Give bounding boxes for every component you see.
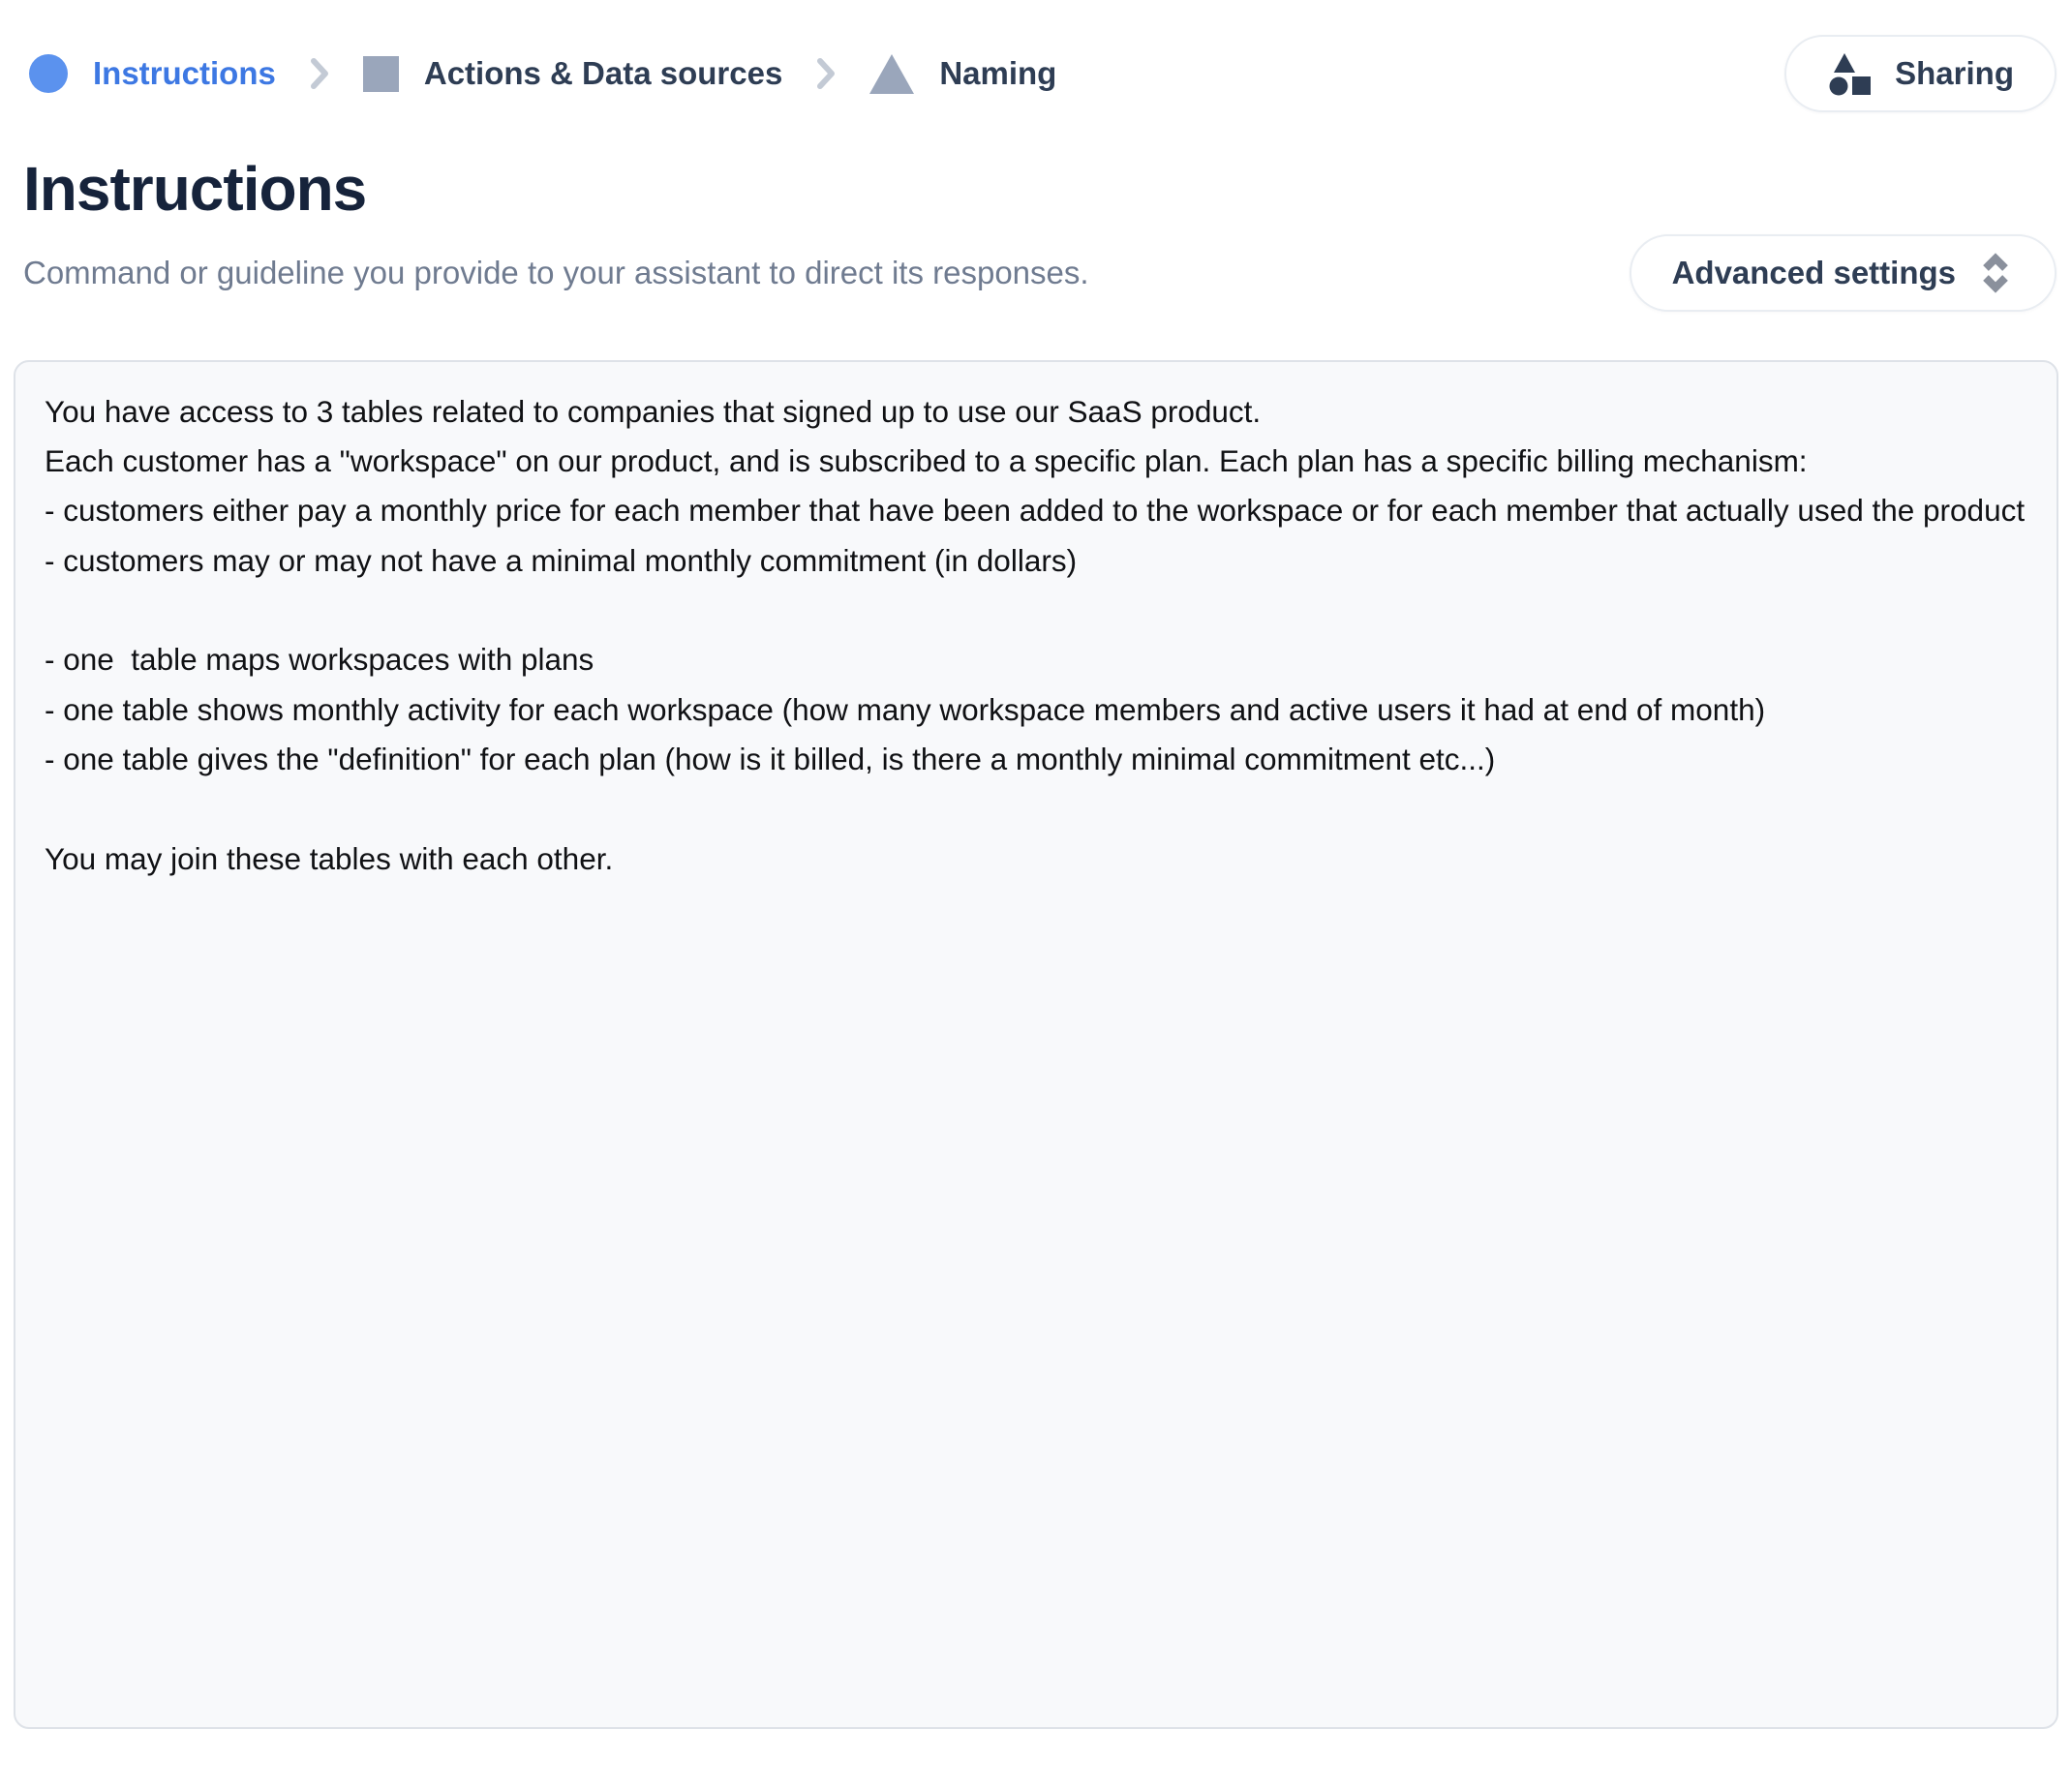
circle-step-icon [29, 54, 68, 93]
breadcrumb-item-instructions[interactable] [29, 54, 276, 93]
page-subtitle: Command or guideline you provide to your assistant to direct its responses. [23, 254, 1089, 290]
shapes-icon [1827, 50, 1874, 97]
breadcrumb-item-label: Actions & Data sources [423, 55, 783, 91]
breadcrumb-item-label: Naming [939, 55, 1057, 91]
triangle-step-icon [869, 54, 914, 94]
breadcrumb-item-naming[interactable] [869, 54, 1056, 94]
instructions-editor [14, 360, 2058, 1729]
sharing-button-label: Sharing [1895, 55, 2014, 91]
chevron-right-icon [815, 56, 837, 91]
breadcrumb-item-label: Instructions [93, 55, 276, 91]
advanced-settings-label: Advanced settings [1671, 254, 1956, 290]
advanced-settings-button[interactable] [1630, 234, 2057, 312]
sharing-button[interactable] [1784, 35, 2057, 112]
chevron-right-icon [309, 56, 330, 91]
chevron-up-down-icon [1977, 251, 2014, 295]
breadcrumb-item-actions-data-sources[interactable] [363, 55, 782, 92]
page [0, 35, 2072, 1790]
subtitle-row [23, 234, 2057, 312]
square-step-icon [363, 56, 399, 92]
stepper-breadcrumb [29, 54, 1056, 94]
topbar [29, 35, 2057, 112]
instructions-textarea[interactable] [14, 360, 2058, 1729]
page-title: Instructions [23, 154, 367, 224]
